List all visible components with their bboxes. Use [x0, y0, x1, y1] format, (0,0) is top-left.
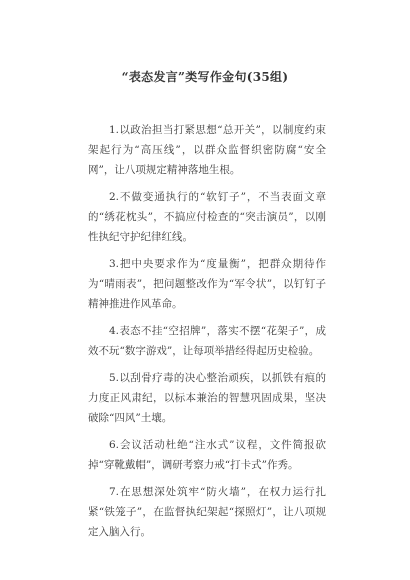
- paragraph-4: 4.表态不挂“空招牌”，落实不摆“花架子”，成效不玩“数字游戏”，让每项举措经得起历史检验。: [88, 325, 326, 357]
- paragraph-5: 5.以刮骨疗毒的决心整治顽疾，以抓铁有痕的力度正风肃纪，以标本兼治的智慧巩固成果，坚决破除“四风”土壤。: [88, 372, 326, 424]
- paragraph-1: 1.以政治担当打紧思想“总开关”，以制度约束架起行为“高压线”，以群众监督织密防腐“安全网”，让八项规定精神落地生根。: [88, 124, 326, 176]
- document-body: [88, 120, 326, 549]
- paragraph-6: 6.会议活动杜绝“注水式”议程，文件简报砍掉“穿靴戴帽”，调研考察力戒“打卡式”作秀。: [88, 439, 326, 471]
- page-title: “表态发言”类写作金句(35组): [121, 70, 289, 84]
- paragraph-2: 2.不做变通执行的“软钉子”，不当表面文章的“绣花枕头”，不搞应付检查的“突击演员”，以刚性执纪守护纪律红线。: [88, 191, 326, 243]
- paragraph-7: 7.在思想深处筑牢“防火墙”，在权力运行扎紧“铁笼子”，在监督执纪架起“探照灯”，让八项规定入脑入行。: [88, 486, 326, 538]
- paragraph-3: 3.把中央要求作为“度量衡”，把群众期待作为“晴雨表”，把问题整改作为“军令状”，以钉钉子精神推进作风革命。: [88, 258, 326, 310]
